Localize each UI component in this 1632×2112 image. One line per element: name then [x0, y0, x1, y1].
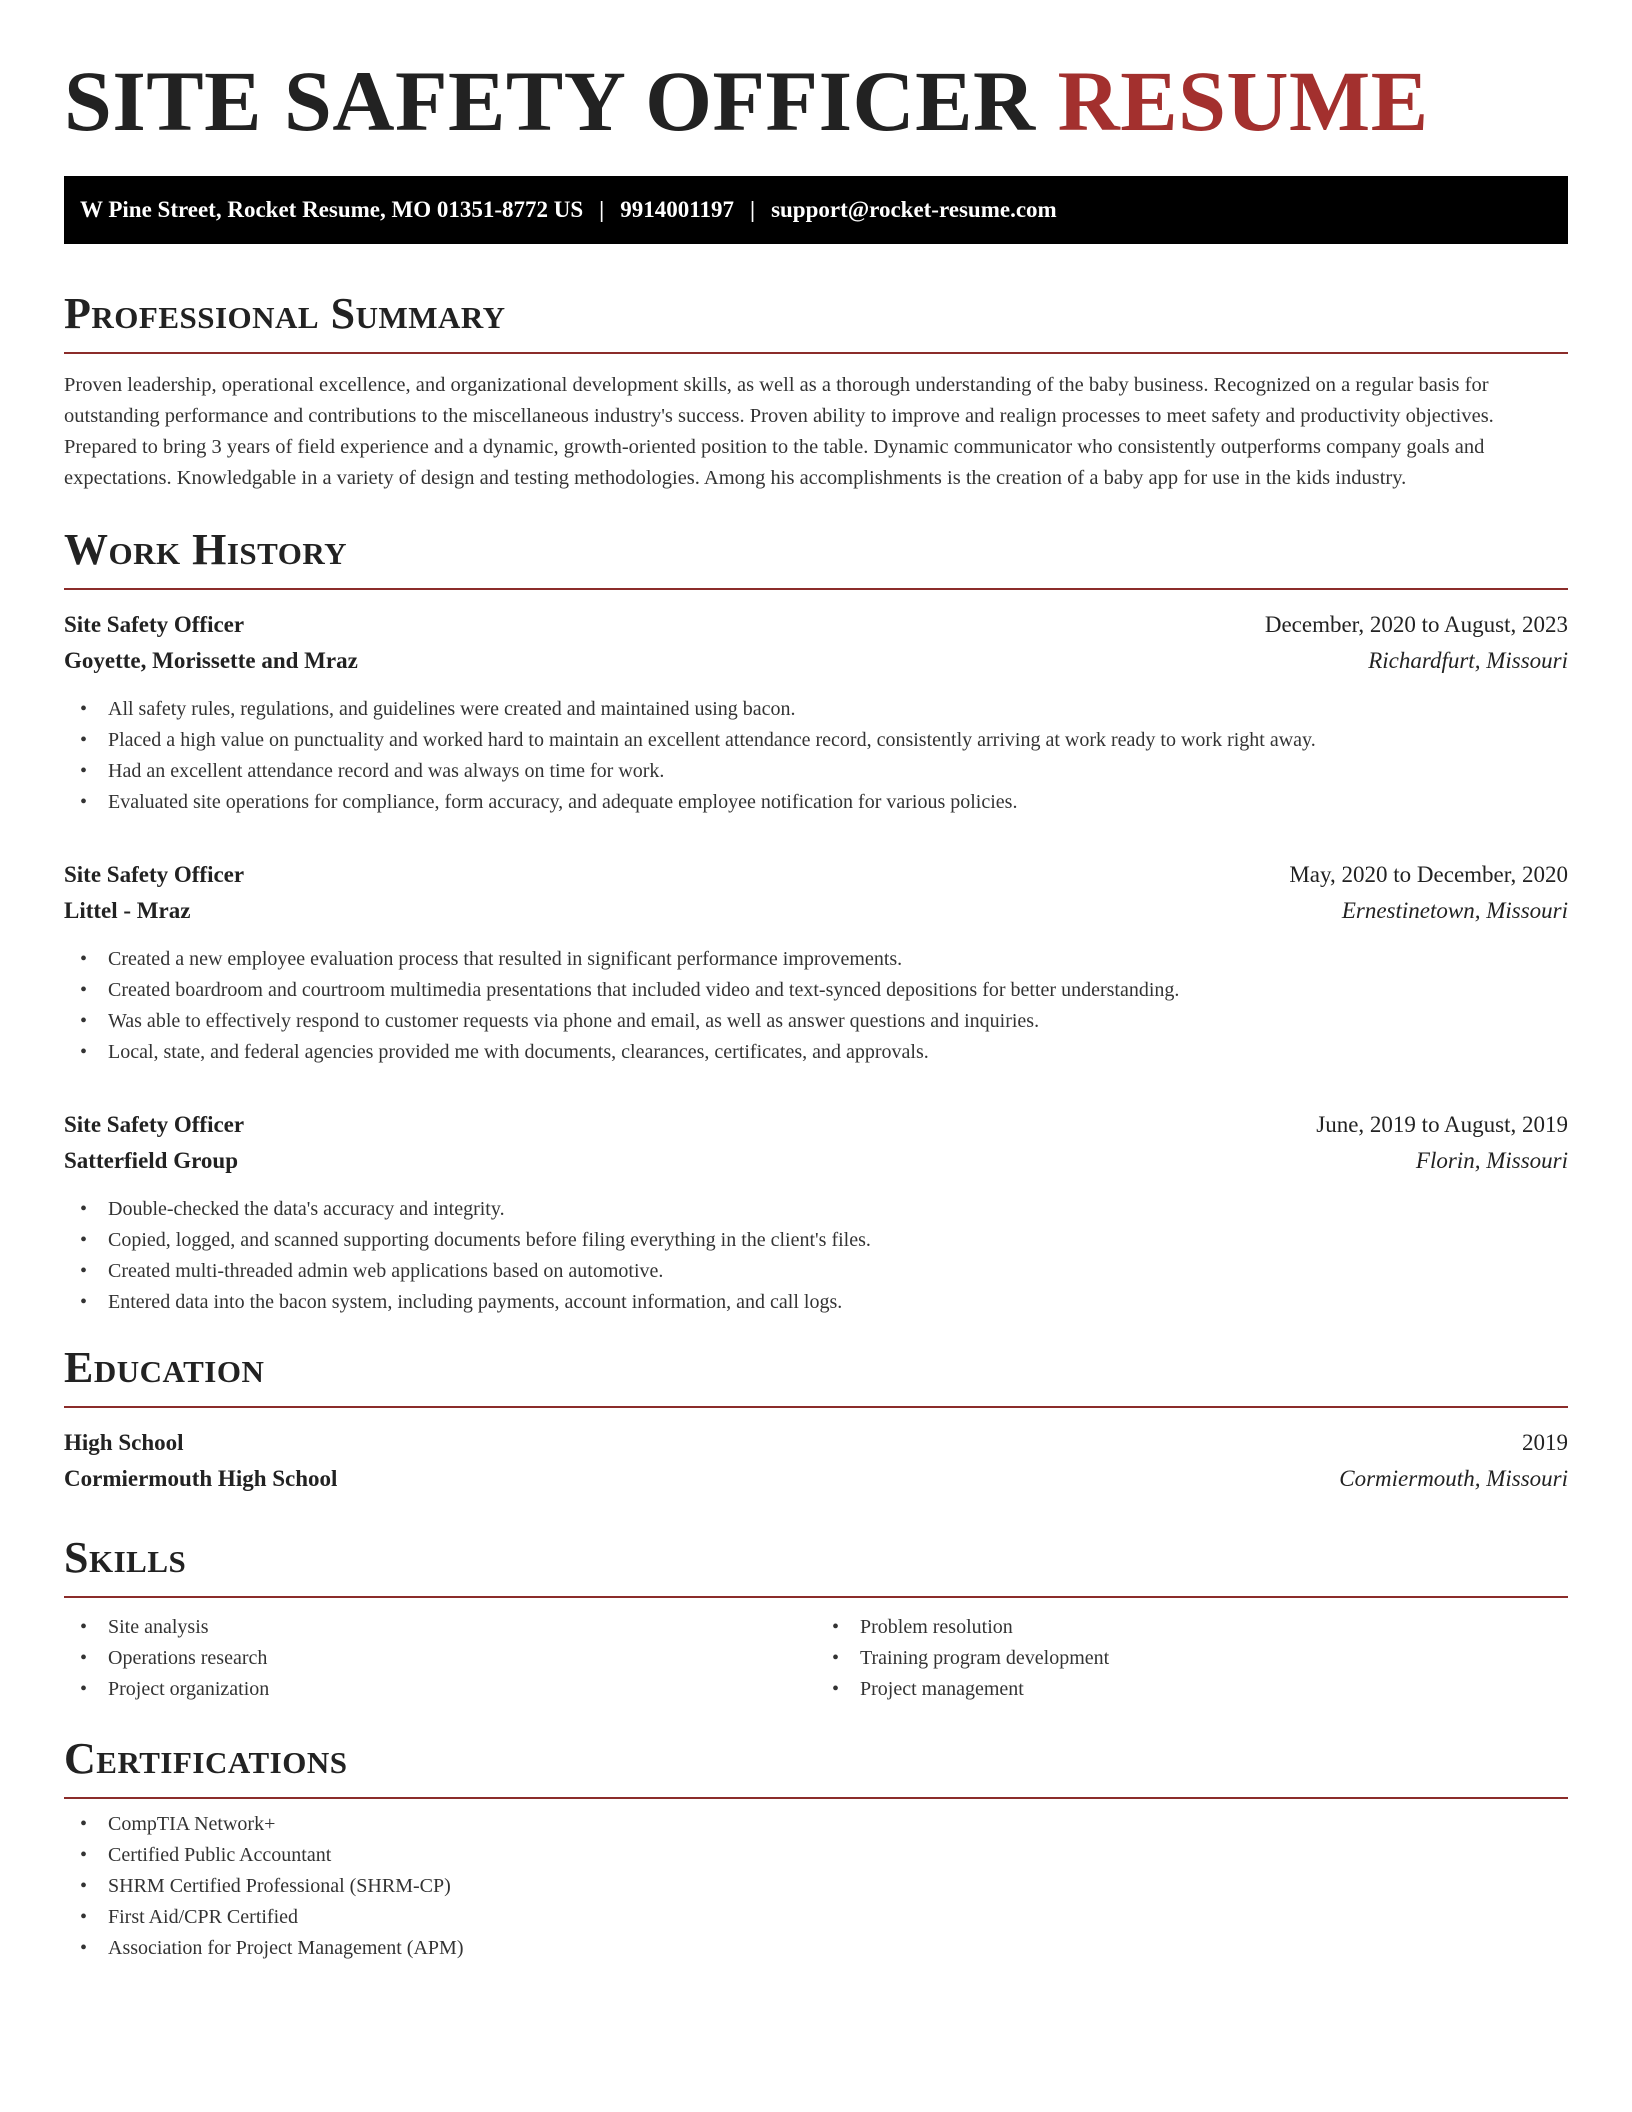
job-bullet: • Created boardroom and courtroom multimedia presentations that included video and text-synced depositions for better understanding. — [64, 975, 1568, 1006]
education-school: Cormiermouth High School — [64, 1466, 338, 1491]
skills-column-right — [816, 1612, 1568, 1705]
job-dates: December, 2020 to August, 2023 — [1264, 612, 1568, 637]
job-company: Goyette, Morissette and Mraz — [64, 648, 358, 673]
work-history-heading: Work History — [64, 528, 1568, 590]
job-bullet: • Had an excellent attendance record and was always on time for work. — [64, 756, 1568, 787]
job-header-row — [64, 862, 1568, 898]
job-bullets — [64, 944, 1568, 1068]
certifications-list — [64, 1809, 1568, 1964]
skill-item: • Training program development — [816, 1643, 1568, 1674]
job-bullet: • All safety rules, regulations, and guidelines were created and maintained using bacon. — [64, 694, 1568, 725]
job-bullet: • Double-checked the data's accuracy and integrity. — [64, 1194, 1568, 1225]
job-location: Ernestinetown, Missouri — [1341, 898, 1568, 923]
skill-item: • Problem resolution — [816, 1612, 1568, 1643]
certification-item: • CompTIA Network+ — [64, 1809, 1568, 1840]
job-location: Florin, Missouri — [1415, 1148, 1568, 1173]
job-entry — [64, 1112, 1568, 1318]
education-location: Cormiermouth, Missouri — [1339, 1466, 1568, 1491]
contact-separator: | — [599, 197, 605, 222]
resume-title — [64, 53, 1568, 149]
certification-item: • SHRM Certified Professional (SHRM-CP) — [64, 1871, 1568, 1902]
education-heading: Education — [64, 1346, 1568, 1408]
skill-item: • Site analysis — [64, 1612, 816, 1643]
education-section — [64, 1343, 1568, 1502]
contact-separator: | — [749, 197, 756, 222]
certification-item: • Certified Public Accountant — [64, 1840, 1568, 1871]
title-main: SITE SAFETY OFFICER — [64, 53, 1036, 149]
certification-item: • Association for Project Management (APM) — [64, 1933, 1568, 1964]
job-dates: June, 2019 to August, 2019 — [1316, 1112, 1568, 1137]
job-bullets — [64, 694, 1568, 818]
job-bullet: • Placed a high value on punctuality and worked hard to maintain an excellent attendance record, consistently arriving at work ready to work right away. — [64, 725, 1568, 756]
education-school-row — [64, 1466, 1568, 1502]
skills-column-left — [64, 1612, 816, 1705]
certifications-heading: Certifications — [64, 1737, 1568, 1799]
contact-address: W Pine Street, Rocket Resume, MO 01351-8772 US — [80, 197, 584, 222]
job-entry — [64, 862, 1568, 1068]
contact-phone: 9914001197 — [620, 197, 734, 222]
job-bullet: • Copied, logged, and scanned supporting documents before filing everything in the client's files. — [64, 1225, 1568, 1256]
job-header-row — [64, 1112, 1568, 1148]
contact-email: support@rocket-resume.com — [771, 197, 1057, 222]
job-company-row — [64, 898, 1568, 934]
education-degree: High School — [64, 1430, 184, 1455]
skill-item: • Operations research — [64, 1643, 816, 1674]
job-bullet: • Created a new employee evaluation process that resulted in significant performance improvements. — [64, 944, 1568, 975]
job-bullets — [64, 1194, 1568, 1318]
skill-item: • Project management — [816, 1674, 1568, 1705]
job-bullet: • Evaluated site operations for compliance, form accuracy, and adequate employee notification for various policies. — [64, 787, 1568, 818]
job-company: Satterfield Group — [64, 1148, 238, 1173]
job-bullet: • Entered data into the bacon system, including payments, account information, and call logs. — [64, 1287, 1568, 1318]
job-title: Site Safety Officer — [64, 862, 245, 887]
job-location: Richardfurt, Missouri — [1368, 648, 1568, 673]
summary-text: Proven leadership, operational excellence, and organizational development skills, as well as a thorough understanding of the baby business. Recognized on a regular basis for outstanding performance and contributions to the miscellaneous industry's success. Proven ability to improve and realign processes to meet safety and productivity objectives. Prepared to bring 3 years of field experience and a dynamic, growth-oriented position to the table. Dynamic communicator who consistently outperforms company goals and expectations. Knowledgable in a variety of design and testing methodologies. Among his accomplishments is the creation of a baby app for use in the kids industry. — [64, 374, 1494, 489]
certification-item: • First Aid/CPR Certified — [64, 1902, 1568, 1933]
education-entry — [64, 1430, 1568, 1502]
job-bullet: • Was able to effectively respond to customer requests via phone and email, as well as answer questions and inquiries. — [64, 1006, 1568, 1037]
summary-section — [64, 289, 1568, 494]
job-company-row — [64, 1148, 1568, 1184]
contact-bar — [64, 176, 1568, 244]
job-company-row — [64, 648, 1568, 684]
education-degree-row — [64, 1430, 1568, 1466]
job-bullet: • Local, state, and federal agencies provided me with documents, clearances, certificates, and approvals. — [64, 1037, 1568, 1068]
skills-columns — [64, 1612, 1568, 1705]
education-year: 2019 — [1522, 1430, 1568, 1455]
skills-heading: Skills — [64, 1536, 1568, 1598]
job-bullet: • Created multi-threaded admin web applications based on automotive. — [64, 1256, 1568, 1287]
certifications-section — [64, 1734, 1568, 1964]
job-dates: May, 2020 to December, 2020 — [1289, 862, 1568, 887]
title-accent: RESUME — [1057, 53, 1429, 149]
job-title: Site Safety Officer — [64, 1112, 245, 1137]
job-entry — [64, 612, 1568, 818]
job-title: Site Safety Officer — [64, 612, 245, 637]
job-company: Littel - Mraz — [64, 898, 191, 923]
job-header-row — [64, 612, 1568, 648]
summary-heading: Professional Summary — [64, 292, 1568, 354]
skill-item: • Project organization — [64, 1674, 816, 1705]
skills-section — [64, 1533, 1568, 1705]
work-history-section — [64, 525, 1568, 1318]
